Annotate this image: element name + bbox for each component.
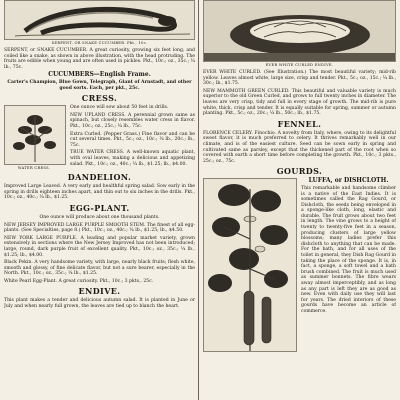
cress-heading: CRESS.	[81, 93, 118, 104]
endive-caption: EVER WHITE CURLED ENDIVE.	[265, 63, 334, 67]
gourds-heading: GOURDS.	[276, 166, 323, 177]
endive-text: This plant makes a tender and delicious autumn salad. It is planted in June or July and when nearly full grown, the leaves are tied up to blanch the heart.	[4, 298, 195, 310]
luffa-text: This remarkable and handsome climber is a native of the East Indies. It is sometimes called the Rag Gourd, or Dishcloth, the seeds being enveloped in a sponge-like cloth, long, elastic and durable. The fruit grows about two feet in length. The vine grows to a height of twenty to twenty-five feet in a season, producing clusters of large yellow blossoms; many ladies prefer this dishcloth to anything that can be made. For the bath, and for all uses of the toilet in general, they Dish Rag Gourd in taking the place of the sponge. It is, in fact, a sponge, a soft towel and a bath brush combined. The fruit is much used as summer bonnets. The fibre wears away almost imperceptibly, and as long as any part is left they are as good as new. Even with daily use they will last for years. The dried interiors of these gourds have become an article of commerce.	[301, 185, 396, 314]
eggplant-new-york: NEW YORK LARGE PURPLE. A leading and popular market variety, grown extensively in sections where the New Jersey Improved has not been introduced; large, round, dark purple fruit of excellent quality. Pkt., 10c.; oz., 35c.; ¼ lb., $1.25; lb., $4.00.	[4, 235, 195, 258]
cucumbers-english-frame-heading: CUCUMBERS—English Frame.	[48, 71, 151, 79]
water-cress-caption: WATER CRESS.	[17, 166, 51, 171]
eggplant-new-jersey: NEW JERSEY IMPROVED LARGE PURPLE SMOOTH STEM. The finest of all egg-plants. (See Specialties, page 8.) Pkt., 10c.; oz., 40c.; ¼ lb., $1.25; lb., $4.50.	[4, 222, 195, 234]
cress-upland: NEW UPLAND CRESS. A perennial grown same as spinach, but closely resembles water cress in flavor. Pkt., 10c.; oz., 25c.; ¼ lb., 75c.	[70, 112, 195, 129]
fennel-florence-celery: FLORENCE CELERY. Finochio. A novelty from Italy, where, owing to its delightful sweet flavor, it is much preferred to celery. It thrives remarkably well in our climate, and is of the easiest culture. Seed can be sown early in spring and cultivated same as parsley, except that the thickened part of the root when so covered with earth a short time before completing the growth. Pkt., 10c.; 3 pkts., 25c.; oz., 75c.	[203, 130, 396, 164]
dandelion-heading: DANDELION.	[67, 172, 132, 183]
water-cress-illustration	[4, 105, 66, 165]
eggplant-note: One ounce will produce about one thousand plants.	[39, 214, 160, 220]
endive-mammoth-green: NEW MAMMOTH GREEN CURLED. This beautiful and valuable variety is much superior to the old Green Curled, and grows to full twenty inches in diameter. The leaves are very crisp, tidy and full in every stage of growth. The mid-rib is pure white, thick, crisp and tender. It is equally suitable for spring, summer or autumn planting. Pkt., 5c.; oz., 20c.; ¼ lb., 50c.; lb., $1.75.	[203, 88, 396, 117]
cress-true-water: TRUE WATER CRESS. A well-known aquatic plant, with oval leaves, making a delicious and appetizing salad. Pkt., 10c.; oz., 40c.; ¼ lb., $1.25; lb., $4.00.	[70, 150, 195, 167]
right-column	[203, 0, 396, 400]
endive-illustration	[203, 0, 396, 62]
cress-extra-curled: Extra Curled. (Pepper Grass.) Fine flavor and can be cut several times. Pkt., 5c.; oz., 10c.; ¼ lb., 20c.; lb., 75c.	[70, 131, 195, 148]
eggplant-white-pearl: White Pearl Egg-Plant. A great curiosity. Pkt., 10c.; 3 pkts., 25c.	[4, 278, 154, 284]
endive-ever-white: EVER WHITE CURLED. (See Illustration.) The most beautiful variety; mid-rib yellow. Leaves almost white, large size, crisp and tender. Pkt., 5c.; oz., 15c.; ¼ lb., 30c.; lb., $1.75.	[203, 70, 396, 87]
dandelion-text: Improved Large Leaved. A very early and healthful spring salad. Sow early in the spring in drills eighteen inches apart, and thin out to six inches in the drills. Pkt., 10c.; oz., 40c.; ¼ lb., $1.25.	[4, 184, 195, 201]
serpent-cucumber-text: SERPENT, or SNAKE CUCUMBER. A great curiosity, growing six feet long, and coiled like a snake, as shown in above illustration, with the head protruding. The fruits are edible when young and are often used in pickles. Pkt., 10c.; oz., 35c.; ¼ lb., 75c.	[4, 48, 195, 70]
fennel-heading: FENNEL.	[277, 118, 322, 129]
serpent-cucumber-caption: SERPENT, OR SNAKE CUCUMBER. Pkt., 10c.	[51, 41, 148, 45]
luffa-heading: LUFFA, or DISHCLOTH.	[308, 177, 389, 185]
eggplant-heading: EGG-PLANT.	[69, 202, 130, 213]
serpent-cucumber-illustration	[4, 0, 195, 40]
eggplant-black-pekin: Black Pekin. A very handsome variety, with large, nearly black fruits; flesh white, smooth and glossy, of fine delicate flavor, but not a sure bearer, especially in the North. Pkt., 10c.; oz., 35c.; ¼ lb., $1.25.	[4, 260, 195, 277]
luffa-vine-illustration	[203, 178, 297, 352]
left-column	[4, 0, 195, 400]
column-divider	[198, 0, 199, 400]
cucumbers-varieties: Carter's Champion, Blue Gown, Telegraph, Giant of Arnstadt, and other good sorts. Each, per pkt., 25c.	[7, 79, 192, 91]
cress-sowing-note: One ounce will sow about 50 feet in drills.	[70, 105, 169, 111]
endive-heading: ENDIVE.	[78, 286, 121, 297]
